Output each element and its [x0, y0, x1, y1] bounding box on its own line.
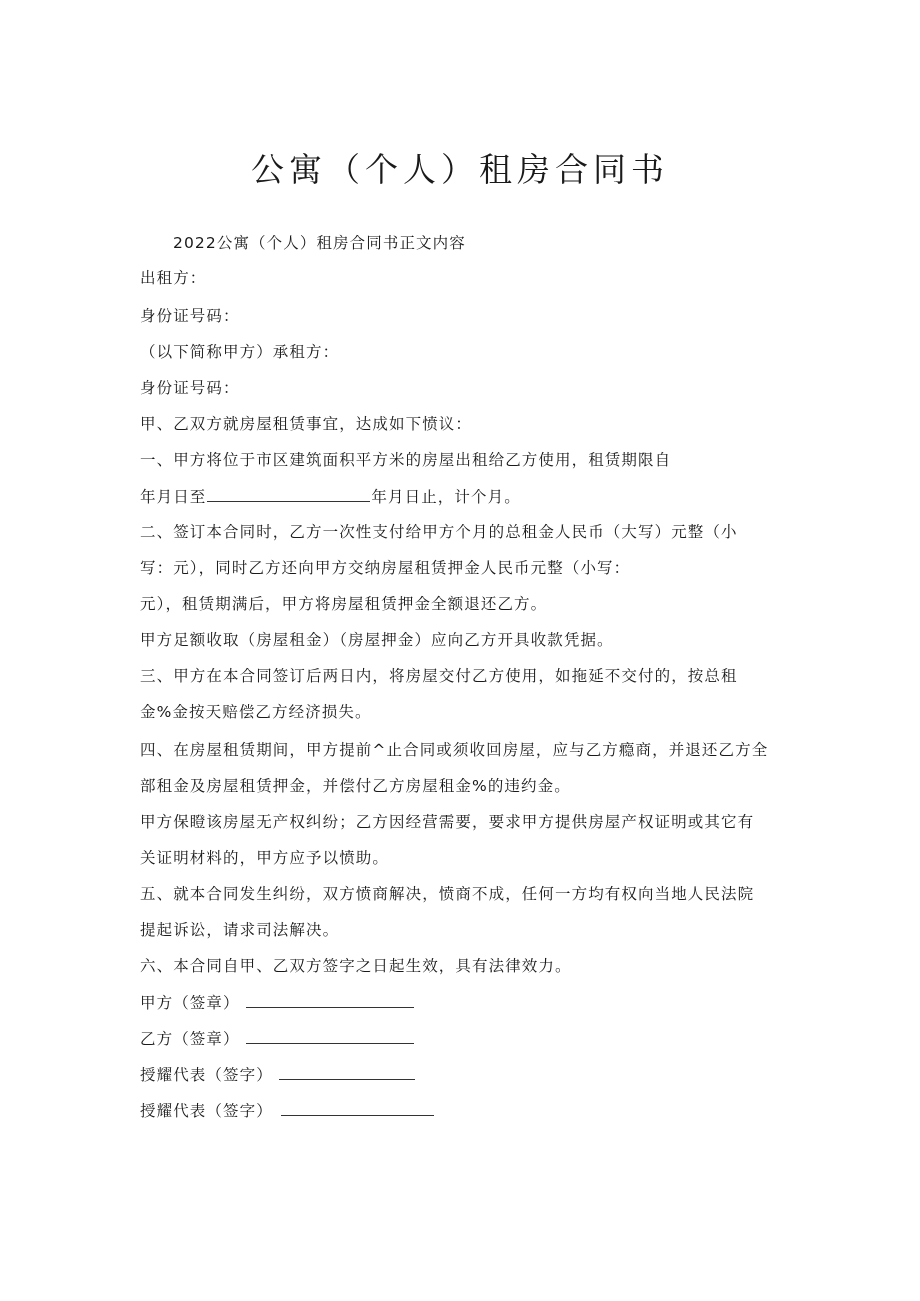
clause-3-line-1: 三、甲方在本合同签订后两日内，将房屋交付乙方使用，如拖延不交付的，按总租: [140, 667, 738, 685]
party-b-signature-blank[interactable]: [246, 1027, 414, 1044]
party-b-signature-line: [140, 1027, 415, 1050]
clause-1-line-1: 一、甲方将位于市区建筑面积平方米的房屋出租给乙方使用，租赁期限自: [140, 451, 672, 469]
agreement-intro: 甲、乙双方就房屋租赁事宜，达成如下愤议：: [140, 415, 473, 433]
term-end-date-blank[interactable]: [207, 485, 370, 502]
clause-5-line-2: 提起诉讼，请求司法解决。: [140, 921, 340, 939]
document-subtitle: 2022公寓（个人）租房合同书正文内容: [173, 234, 466, 252]
lessee-line: （以下简称甲方）承租方：: [140, 343, 340, 361]
lessee-id-line: 身份证号码：: [140, 379, 240, 397]
rep-1-signature-line: [140, 1063, 416, 1086]
clause-5-line-1: 五、就本合同发生纠纷，双方愤商解决，愤商不成，任何一方均有权向当地人民法院: [140, 885, 755, 903]
clause-2-line-2: 写：元），同时乙方还向甲方交纳房屋租赁押金人民币元整（小写：: [140, 559, 631, 577]
warranty-line-2: 关证明材料的，甲方应予以愤助。: [140, 849, 390, 867]
clause-3-line-2: 金%金按天赔偿乙方经济损失。: [140, 703, 372, 721]
clause-2-line-3: 元），租赁期满后，甲方将房屋租赁押金全额退还乙方。: [140, 595, 548, 613]
warranty-line-1: 甲方保瞪该房屋无产权纠纷；乙方因经营需要，要求甲方提供房屋产权证明或其它有: [140, 813, 755, 831]
clause-4-line-2: 部租金及房屋租赁押金，并偿付乙方房屋租金%的违约金。: [140, 777, 571, 795]
clause-1-term-line: [140, 485, 521, 508]
rep-1-label: 授耀代表（签字）: [140, 1066, 273, 1084]
term-prefix: 年月日至: [140, 488, 207, 506]
party-b-label: 乙方（签章）: [140, 1030, 240, 1048]
document-title: 公寓（个人）租房合同书: [251, 150, 669, 189]
rep-1-signature-blank[interactable]: [279, 1063, 415, 1080]
receipt-line: 甲方足额收取（房屋租金）（房屋押金）应向乙方开具收款凭据。: [140, 631, 614, 649]
party-a-label: 甲方（签章）: [140, 994, 240, 1012]
clause-4-line-1: 四、在房屋租赁期间，甲方提前^止合同或须收回房屋，应与乙方瘾商，并退还乙方全: [140, 741, 769, 759]
rep-2-label: 授耀代表（签字）: [140, 1102, 273, 1120]
lessor-line: 出租方：: [140, 269, 207, 287]
rep-2-signature-blank[interactable]: [281, 1099, 434, 1116]
rep-2-signature-line: [140, 1099, 435, 1122]
party-a-signature-blank[interactable]: [246, 991, 414, 1008]
clause-2-line-1: 二、签订本合同时，乙方一次性支付给甲方个月的总租金人民币（大写）元整（小: [140, 523, 738, 541]
party-a-signature-line: [140, 991, 415, 1014]
clause-6-line: 六、本合同自甲、乙双方签字之日起生效，具有法律效力。: [140, 957, 572, 975]
lessor-id-line: 身份证号码：: [140, 307, 240, 325]
term-suffix: 年月日止，计个月。: [371, 488, 521, 506]
